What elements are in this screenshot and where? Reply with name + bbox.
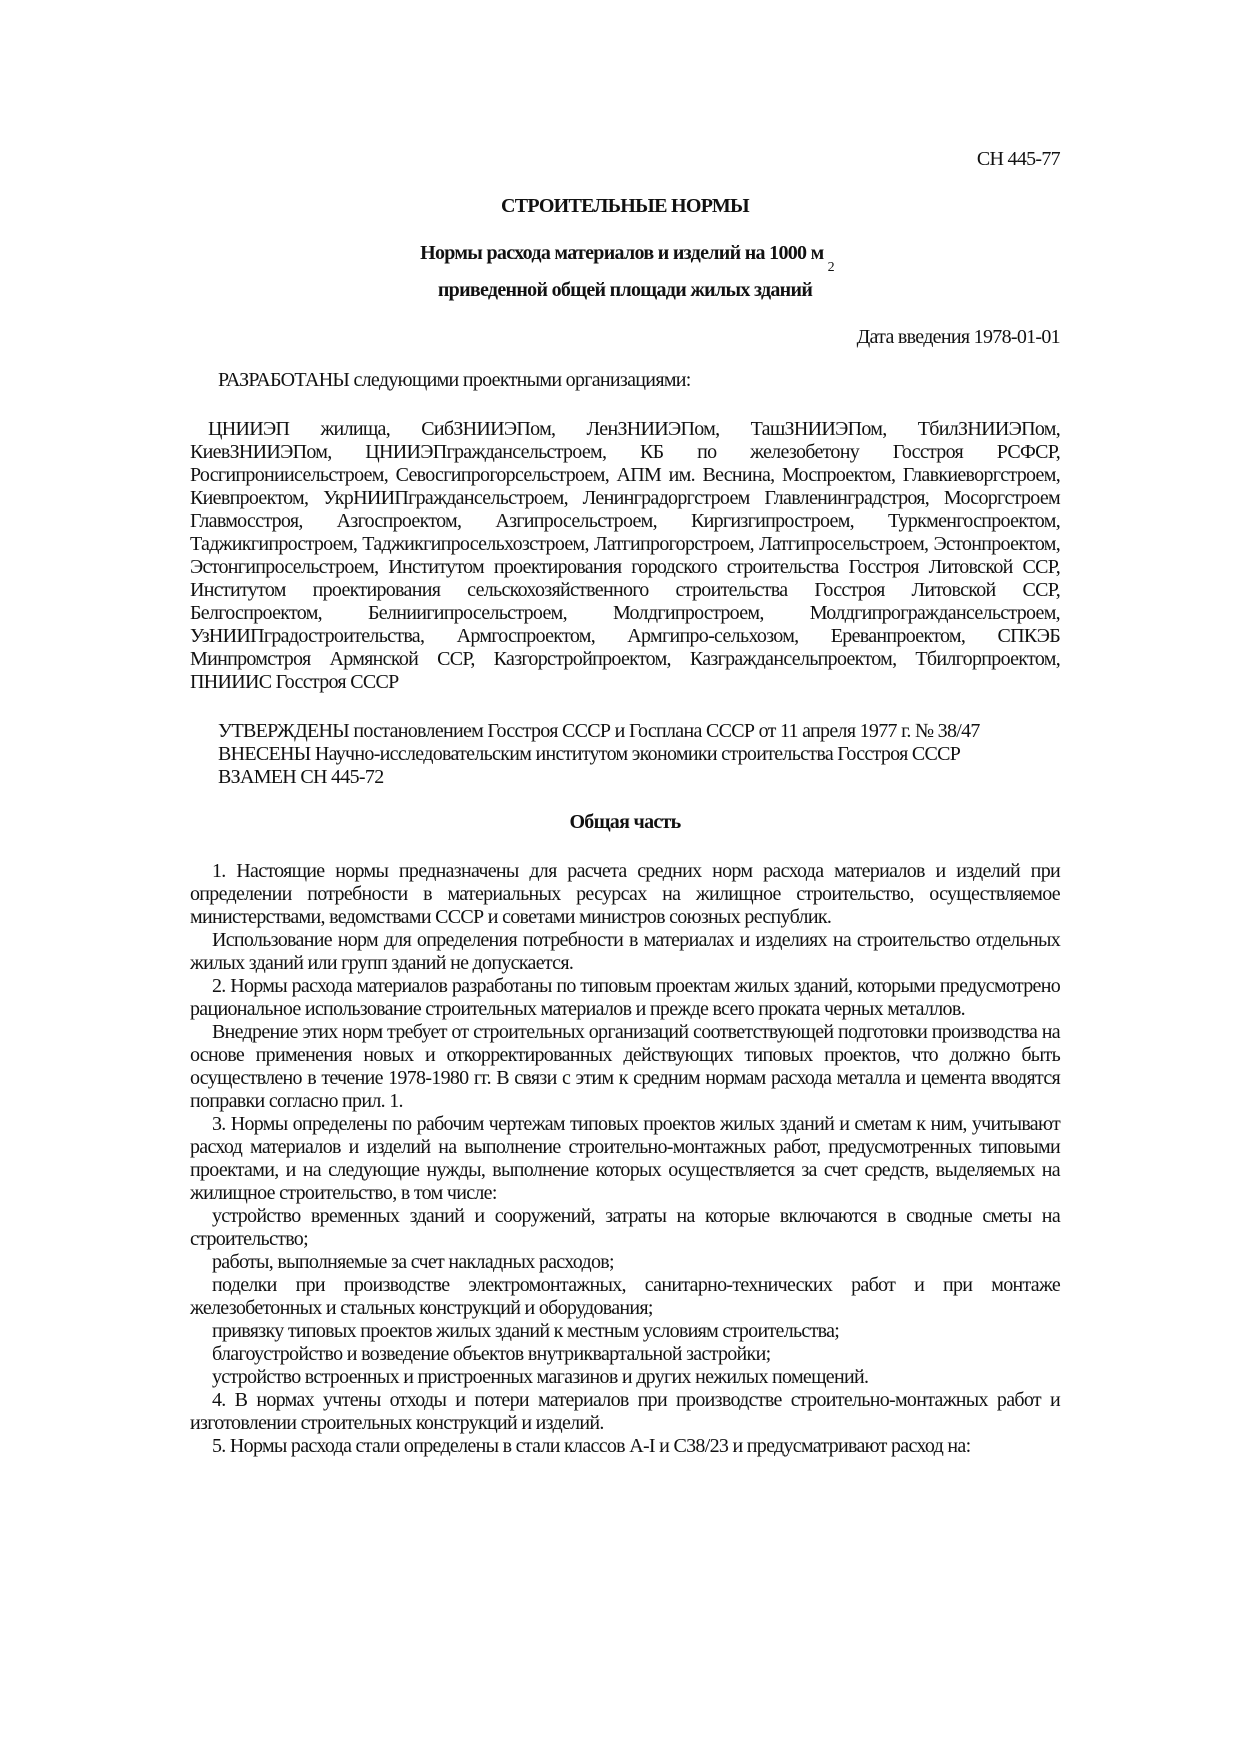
paragraph: 2. Нормы расхода материалов разработаны по типовым проектам жилых зданий, которыми предусмотрено рациональное использование строительных материалов и прежде всего проката черных металлов. xyxy=(190,975,1060,1020)
subtitle-superscript: 2 xyxy=(827,260,834,275)
document-subtitle xyxy=(190,242,1060,275)
list-item: благоустройство и возведение объектов внутриквартальной застройки; xyxy=(212,1343,771,1365)
document-page xyxy=(190,148,1060,1458)
developed-by: РАЗРАБОТАНЫ следующими проектными организациями: xyxy=(218,369,691,391)
list-item: работы, выполняемые за счет накладных расходов; xyxy=(212,1251,614,1273)
document-title: СТРОИТЕЛЬНЫЕ НОРМЫ xyxy=(501,195,749,217)
section-title: Общая часть xyxy=(569,811,681,833)
subtitle-line-1: Нормы расхода материалов и изделий на 1000 м xyxy=(420,242,824,264)
list-item: поделки при производстве электромонтажных, санитарно-технических работ и при монтаже железобетонных и стальных конструкций и оборудования; xyxy=(190,1274,1060,1319)
replaces-statement: ВЗАМЕН СН 445-72 xyxy=(218,766,384,788)
paragraph: 1. Настоящие нормы предназначены для расчета средних норм расхода материалов и изделий при определении потребности в материальных ресурсах на жилищное строительство, осуществляемое министерствами, ведомствами СССР и советами министров союзных республик. xyxy=(190,860,1060,928)
approved-statement: УТВЕРЖДЕНЫ постановлением Госстроя СССР и Госплана СССР от 11 апреля 1977 г. № 38/47 xyxy=(218,720,980,742)
paragraph: 3. Нормы определены по рабочим чертежам типовых проектов жилых зданий и сметам к ним, учитывают расход материалов и изделий на выполнение строительно-монтажных работ, предусмотренных типовыми проектами, и на следующие нужды, выполнение которых осуществляется за счет средств, выделяемых на жилищное строительство, в том числе: xyxy=(190,1113,1060,1204)
effective-date: Дата введения 1978-01-01 xyxy=(856,326,1060,348)
list-item: устройство временных зданий и сооружений, затраты на которые включаются в сводные сметы на строительство; xyxy=(190,1205,1060,1250)
list-item: привязку типовых проектов жилых зданий к местным условиям строительства; xyxy=(212,1320,840,1342)
list-item: устройство встроенных и пристроенных магазинов и других нежилых помещений. xyxy=(212,1366,869,1388)
subtitle-line-2: приведенной общей площади жилых зданий xyxy=(437,279,813,301)
paragraph: Использование норм для определения потребности в материалах и изделиях на строительство отдельных жилых зданий или групп зданий не допускается. xyxy=(190,929,1060,974)
paragraph: 5. Нормы расхода стали определены в стали классов А-I и С38/23 и предусматривают расход на: xyxy=(212,1435,971,1457)
organizations-list: ЦНИИЭП жилища, СибЗНИИЭПом, ЛенЗНИИЭПом, ТашЗНИИЭПом, ТбилЗНИИЭПом, КиевЗНИИЭПом, ЦНИИЭПграждансельстроем, КБ по железобетону Госстроя РСФСР, Росгипрониисельстроем, Севосгипрогорсельстроем, АПМ им. Веснина, Моспроектом, Главкиеворгстроем, Киевпроектом, УкрНИИПграждансельстроем, Ленинградоргстроем Главленинградстроя, Мосоргстроем Главмосстроя, Азгоспроектом, Азгипросельстроем, Киргизгипростроем, Туркменгоспроектом, Таджикгипростроем, Таджикгипросельхозстроем, Латгипрогорстроем, Латгипросельстроем, Эстонпроектом, Эстонгипросельстроем, Институтом проектирования городского строительства Госстроя Литовской ССР, Институтом проектирования сельскохозяйственного строительства Госстроя Литовской ССР, Белгоспроектом, Белниигипросельстроем, Молдгипростроем, Молдгипрограждансельстроем, УзНИИПградостроительства, Армгоспроектом, Армгипро-сельхозом, Ереванпроектом, СПКЭБ Минпромстроя Армянской ССР, Казгорстройпроектом, Казграждансельпроектом, Тбилгорпроектом, ПНИИИС Госстроя СССР xyxy=(190,418,1060,693)
document-code: СН 445-77 xyxy=(976,148,1060,170)
paragraph: 4. В нормах учтены отходы и потери материалов при производстве строительно-монтажных работ и изготовлении строительных конструкций и изделий. xyxy=(190,1389,1060,1434)
paragraph: Внедрение этих норм требует от строительных организаций соответствующей подготовки производства на основе применения новых и откорректированных действующих типовых проектов, что должно быть осуществлено в течение 1978-1980 гг. В связи с этим к средним нормам расхода металла и цемента вводятся поправки согласно прил. 1. xyxy=(190,1021,1060,1112)
introduced-statement: ВНЕСЕНЫ Научно-исследовательским институтом экономики строительства Госстроя СССР xyxy=(218,743,961,765)
